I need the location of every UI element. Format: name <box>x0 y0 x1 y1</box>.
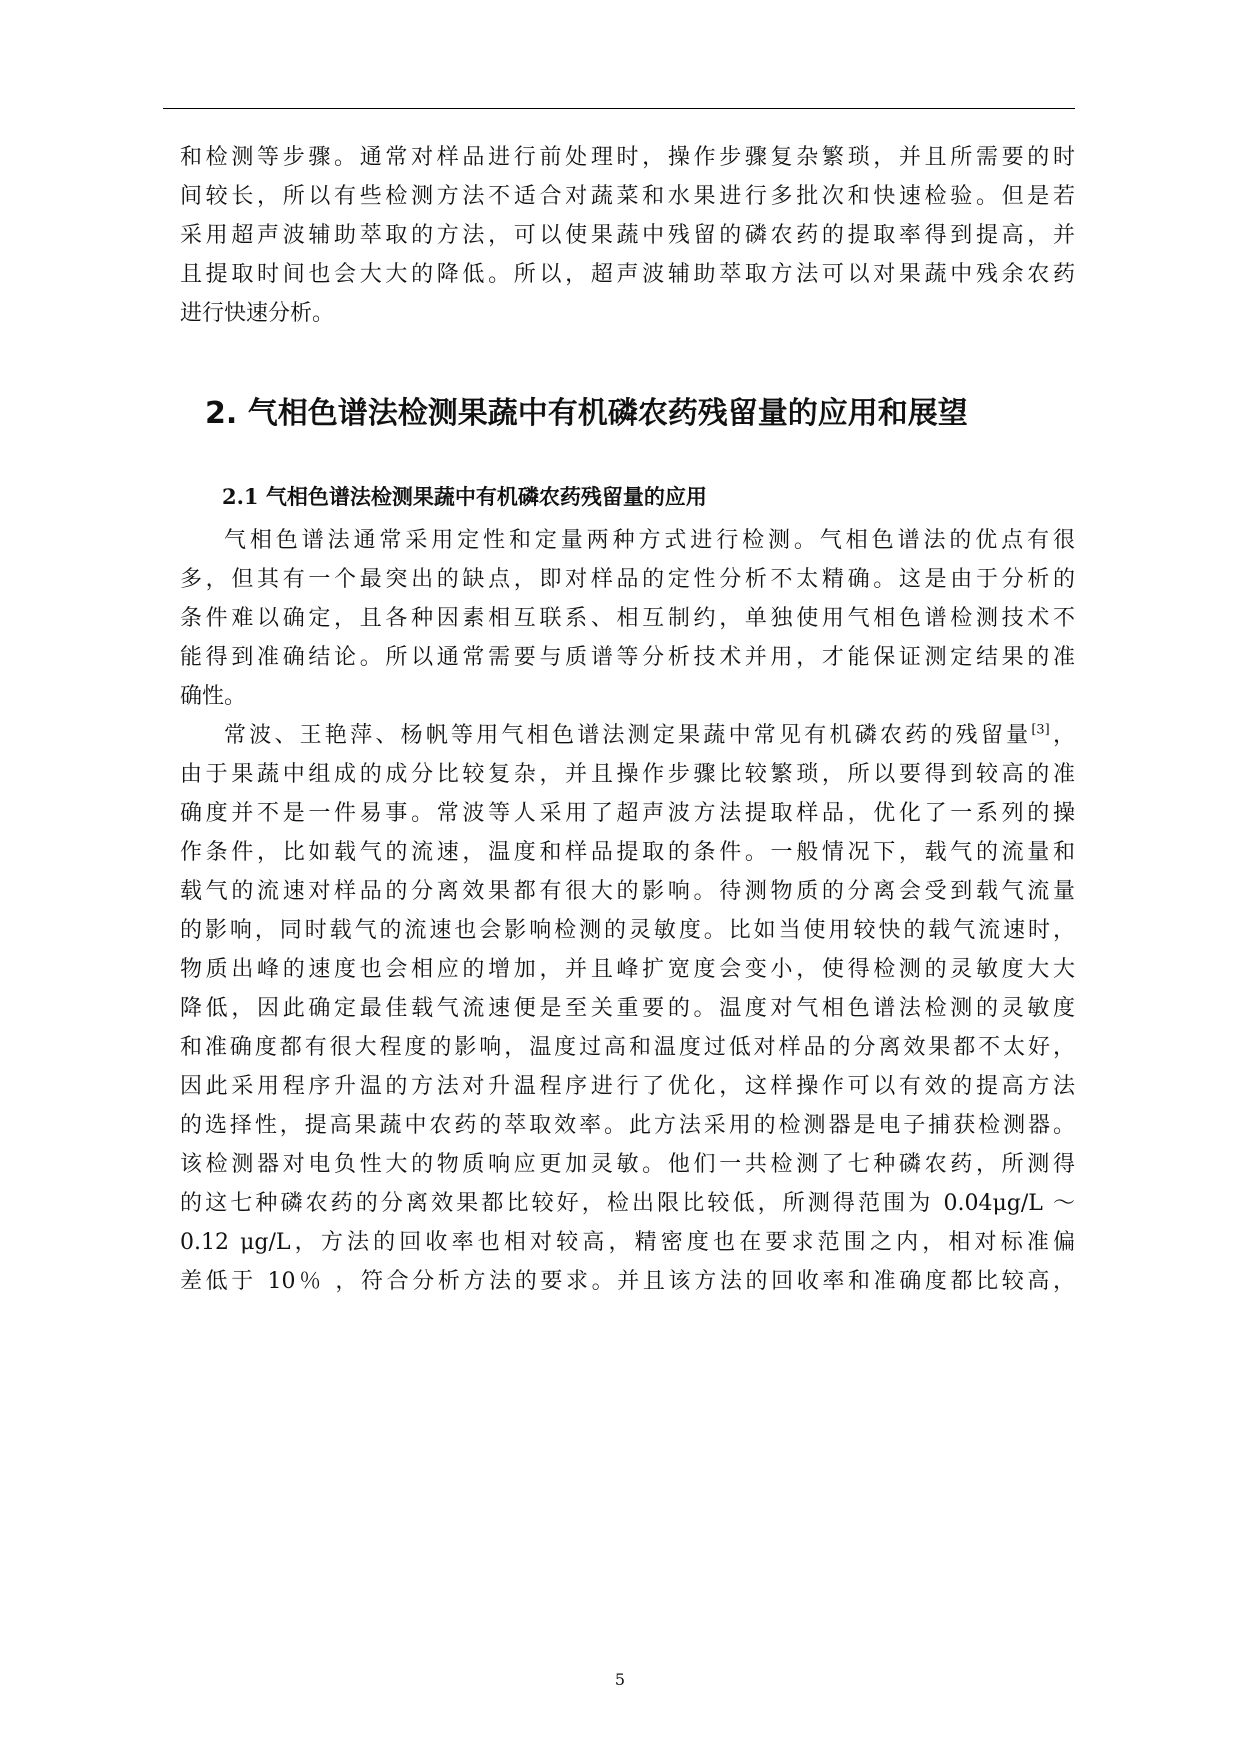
text-line: 且提取时间也会大大的降低。所以，超声波辅助萃取方法可以对果蔬中残余农药 <box>180 262 1075 287</box>
paragraph-2 <box>180 521 1075 716</box>
text-line: 0.12 μg/L，方法的回收率也相对较高，精密度也在要求范围之内，相对标准偏 <box>180 1230 1075 1255</box>
text-line: 该检测器对电负性大的物质响应更加灵敏。他们一共检测了七种磷农药，所测得 <box>180 1152 1075 1177</box>
text-line: 条件难以确定，且各种因素相互联系、相互制约，单独使用气相色谱检测技术不 <box>180 606 1075 631</box>
text-line: 的影响，同时载气的流速也会影响检测的灵敏度。比如当使用较快的载气流速时， <box>180 918 1075 943</box>
text-line: 确性。 <box>180 684 247 709</box>
text-line: 确度并不是一件易事。常波等人采用了超声波方法提取样品，优化了一系列的操 <box>180 801 1075 826</box>
text-line: 能得到准确结论。所以通常需要与质谱等分析技术并用，才能保证测定结果的准 <box>180 645 1075 670</box>
paragraph-3 <box>180 716 1075 1301</box>
section-heading: 2. 气相色谱法检测果蔬中有机磷农药残留量的应用和展望 <box>205 396 968 431</box>
subsection-heading: 2.1 气相色谱法检测果蔬中有机磷农药残留量的应用 <box>222 484 707 509</box>
text-line: 和准确度都有很大程度的影响，温度过高和温度过低对样品的分离效果都不太好， <box>180 1035 1075 1060</box>
text-line: 差低于 10％ ，符合分析方法的要求。并且该方法的回收率和准确度都比较高， <box>180 1269 1075 1294</box>
header-rule <box>163 108 1075 109</box>
text-line: 作条件，比如载气的流速，温度和样品提取的条件。一般情况下，载气的流量和 <box>180 840 1075 865</box>
text-span: ， <box>1049 723 1075 748</box>
paragraph-1 <box>180 138 1075 333</box>
text-line <box>180 716 1075 755</box>
text-line: 因此采用程序升温的方法对升温程序进行了优化，这样操作可以有效的提高方法 <box>180 1074 1075 1099</box>
text-line: 气相色谱法通常采用定性和定量两种方式进行检测。气相色谱法的优点有很 <box>224 528 1075 553</box>
text-line: 多，但其有一个最突出的缺点，即对样品的定性分析不太精确。这是由于分析的 <box>180 567 1075 592</box>
citation-ref: [3] <box>1031 722 1050 738</box>
text-line: 载气的流速对样品的分离效果都有很大的影响。待测物质的分离会受到载气流量 <box>180 879 1075 904</box>
text-span: 常波、王艳萍、杨帆等用气相色谱法测定果蔬中常见有机磷农药的残留量 <box>224 723 1032 748</box>
text-line: 和检测等步骤。通常对样品进行前处理时，操作步骤复杂繁琐，并且所需要的时 <box>180 145 1075 170</box>
page-number: 5 <box>614 1670 626 1689</box>
text-line: 采用超声波辅助萃取的方法，可以使果蔬中残留的磷农药的提取率得到提高，并 <box>180 223 1075 248</box>
text-line: 进行快速分析。 <box>180 301 335 326</box>
text-line: 由于果蔬中组成的成分比较复杂，并且操作步骤比较繁琐，所以要得到较高的准 <box>180 762 1075 787</box>
text-line: 降低，因此确定最佳载气流速便是至关重要的。温度对气相色谱法检测的灵敏度 <box>180 996 1075 1021</box>
text-line: 物质出峰的速度也会相应的增加，并且峰扩宽度会变小，使得检测的灵敏度大大 <box>180 957 1075 982</box>
text-line: 的这七种磷农药的分离效果都比较好，检出限比较低，所测得范围为 0.04μg/L ～ <box>180 1191 1075 1216</box>
text-line: 间较长，所以有些检测方法不适合对蔬菜和水果进行多批次和快速检验。但是若 <box>180 184 1075 209</box>
text-line: 的选择性，提高果蔬中农药的萃取效率。此方法采用的检测器是电子捕获检测器。 <box>180 1113 1075 1138</box>
